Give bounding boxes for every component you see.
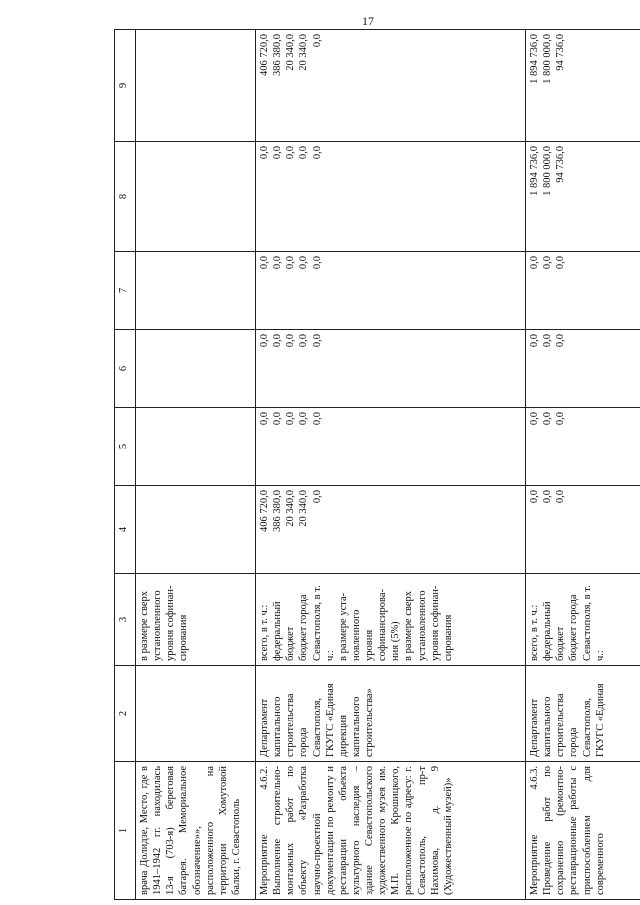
- amount-cell-c9: [136, 30, 256, 142]
- amount-cell-c6: [526, 330, 640, 408]
- amount-value: 406 720,0: [259, 34, 270, 76]
- amount-cell-c8: [526, 142, 640, 252]
- amount-value: 1 800 000,0: [542, 34, 554, 84]
- amount-value: 0,0: [272, 412, 284, 426]
- amount-cell-c4: [256, 486, 526, 574]
- amount-cell-c7: [526, 252, 640, 330]
- table-row: [136, 30, 256, 900]
- amount-value: 0,0: [529, 334, 540, 348]
- col-header: 1: [115, 762, 136, 900]
- responsible-executor: Департамент капитального строительства города Севастополя, ГКУГС «Единая дирекция капитального строительства»: [256, 666, 526, 762]
- funding-source-line: в размере сверх установленного уровня софинан-сирования: [403, 585, 454, 661]
- col-header: 4: [115, 486, 136, 574]
- responsible-executor: Департамент капитального строительства города Севастополя, ГКУГС «Единая: [526, 666, 640, 762]
- amount-value: 1 894 736,0: [529, 34, 540, 84]
- amount-value: 0,0: [555, 334, 567, 348]
- col-header: 6: [115, 330, 136, 408]
- amount-value: 0,0: [311, 256, 323, 270]
- funding-source-line: бюджет города Севастополя, в т. ч.:: [298, 585, 336, 661]
- funding-source-line: всего, в т. ч.:: [259, 604, 270, 661]
- amount-cell-c8: [136, 142, 256, 252]
- amount-value: 406 720,0: [259, 490, 270, 532]
- amount-value: 0,0: [272, 334, 284, 348]
- col-header: 2: [115, 666, 136, 762]
- measure-description: врача Долидзе, Место, где в 1941–1942 гг. находилась 13-я (703-я) береговая батарея. Мемориальное обозначение»», расположенного на территории Хомутовой балки, г. Севастополь: [136, 762, 256, 900]
- responsible-executor: [136, 666, 256, 762]
- amount-value: 0,0: [298, 334, 310, 348]
- amount-value: 0,0: [259, 412, 270, 426]
- amount-value: 0,0: [542, 334, 554, 348]
- amount-value: 94 736,0: [555, 34, 567, 71]
- amount-value: 0,0: [311, 490, 323, 504]
- col-header: 9: [115, 30, 136, 142]
- amount-value: 0,0: [311, 334, 323, 348]
- col-header: 8: [115, 142, 136, 252]
- amount-value: 0,0: [542, 412, 554, 426]
- amount-cell-c4: [136, 486, 256, 574]
- amount-value: 0,0: [285, 146, 297, 160]
- amount-value: 0,0: [529, 412, 540, 426]
- amount-cell-c6: [256, 330, 526, 408]
- amount-cell-c4: [526, 486, 640, 574]
- amount-value: 0,0: [285, 334, 297, 348]
- table-row: [526, 30, 640, 900]
- amount-value: 0,0: [555, 412, 567, 426]
- funding-source-line: в размере сверх установленного уровня софинан-сирования: [139, 585, 190, 661]
- amount-cell-c6: [136, 330, 256, 408]
- amount-cell-c5: [526, 408, 640, 486]
- amount-value: 1 800 000,0: [542, 146, 554, 196]
- col-header: 7: [115, 252, 136, 330]
- amount-cell-c7: [256, 252, 526, 330]
- amount-value: 0,0: [298, 412, 310, 426]
- amount-value: 0,0: [259, 334, 270, 348]
- col-header: 3: [115, 574, 136, 666]
- amount-value: 0,0: [272, 146, 284, 160]
- funding-source: [526, 574, 640, 666]
- amount-value: 0,0: [311, 146, 323, 160]
- amount-value: 386 380,0: [272, 490, 284, 532]
- amount-value: 20 340,0: [298, 34, 310, 71]
- amount-value: 0,0: [529, 490, 540, 504]
- amount-value: 20 340,0: [285, 490, 297, 527]
- funding-source: [136, 574, 256, 666]
- measure-description: Мероприятие 4.6.2. Выполнение строительно-монтажных работ по объекту «Разработка научно-проектной документации по ремонту и реставрации объекта культурного наследия – здание Севастопольского художественного музея им. М.П. Крошицкого, расположенное по адресу: г. Севастополь, пр-т Нахимова, д. 9 (Художественный музей)»: [256, 762, 526, 900]
- page-number: 17: [362, 14, 374, 28]
- amount-cell-c5: [256, 408, 526, 486]
- amount-value: 0,0: [272, 256, 284, 270]
- amount-value: 386 380,0: [272, 34, 284, 76]
- funding-source-line: всего, в т. ч.:: [529, 604, 540, 661]
- budget-table: [114, 29, 640, 900]
- amount-value: 0,0: [298, 146, 310, 160]
- amount-value: 0,0: [259, 256, 270, 270]
- amount-value: 0,0: [555, 490, 567, 504]
- rotated-page: [4, 0, 640, 905]
- amount-value: 0,0: [285, 256, 297, 270]
- funding-source-line: бюджет города Севастополя, в т. ч.:: [568, 585, 606, 661]
- amount-cell-c8: [256, 142, 526, 252]
- measure-description: Мероприятие 4.6.3. Проведение работ по сохранению (ремонтно-реставрационные работы с приспособлением для современного: [526, 762, 640, 900]
- funding-source-line: федеральный бюджет: [542, 601, 567, 661]
- amount-value: 0,0: [529, 256, 540, 270]
- amount-value: 94 736,0: [555, 146, 567, 183]
- amount-cell-c9: [526, 30, 640, 142]
- amount-cell-c9: [256, 30, 526, 142]
- amount-value: 20 340,0: [285, 34, 297, 71]
- funding-source: [256, 574, 526, 666]
- amount-value: 0,0: [259, 146, 270, 160]
- funding-source-line: федеральный бюджет: [272, 601, 297, 661]
- header-row: [115, 30, 136, 900]
- table-row: [256, 30, 526, 900]
- amount-cell-c7: [136, 252, 256, 330]
- amount-value: 1 894 736,0: [529, 146, 540, 196]
- amount-value: 0,0: [298, 256, 310, 270]
- amount-value: 0,0: [542, 490, 554, 504]
- amount-value: 20 340,0: [298, 490, 310, 527]
- amount-value: 0,0: [311, 412, 323, 426]
- amount-value: 0,0: [542, 256, 554, 270]
- amount-cell-c5: [136, 408, 256, 486]
- amount-value: 0,0: [311, 34, 323, 48]
- funding-source-line: в размере уста-новленного уровня софинансирова-ния (5%): [337, 589, 402, 661]
- amount-value: 0,0: [555, 256, 567, 270]
- amount-value: 0,0: [285, 412, 297, 426]
- col-header: 5: [115, 408, 136, 486]
